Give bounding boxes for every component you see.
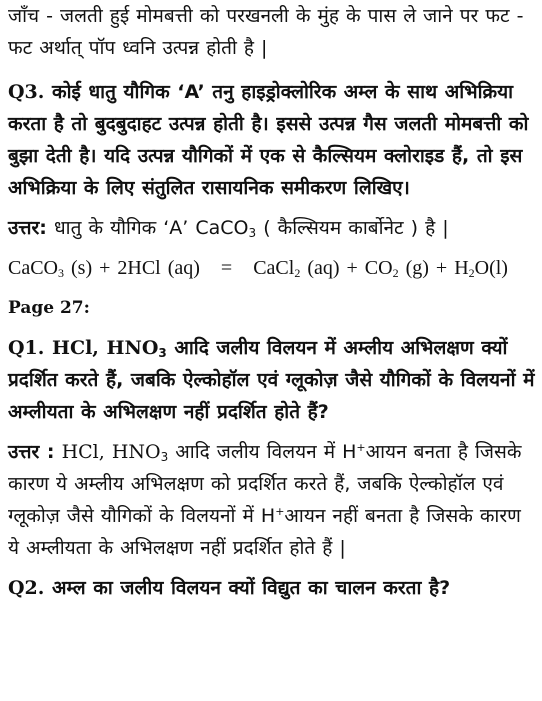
- question-3-label: Q3.: [8, 81, 45, 103]
- answer-1-text-part2: आयन बनता है जिसके कारण ये अम्लीय अभिलक्षण को प्रदर्शित करते हैं, जबकि ऐल्कोहॉल एवं ग्लूकोज़ जैसे यौगिकों के विलयनों में H: [8, 441, 522, 527]
- equation-rhs-co2: (aq) + CO: [300, 257, 393, 279]
- question-1-formula: HCl, HNO: [52, 337, 159, 359]
- question-1: [8, 332, 536, 428]
- chemical-equation: [8, 252, 536, 284]
- answer-1-superscript: +: [275, 505, 285, 518]
- answer-1-subscript: 3: [160, 450, 169, 464]
- answer-3: [8, 212, 536, 244]
- equation-sub: 3: [58, 266, 64, 280]
- intro-text: जाँच - जलती हुई मोमबत्ती को परखनली के मुंह के पास ले जाने पर फट - फट अर्थात् पॉप ध्वनि उत्पन्न होती है |: [8, 5, 524, 59]
- answer-3-text-part2: ( कैल्सियम कार्बोनेट ) है |: [256, 217, 449, 239]
- equation-rhs-h2o: (g) + H: [398, 257, 469, 279]
- question-1-subscript: 3: [158, 346, 167, 360]
- answer-1-text-part3: आयन नहीं बनता है जिसके कारण ये अम्लीयता के अभिलक्षण नहीं प्रदर्शित होते हैं |: [8, 505, 521, 559]
- question-1-label: Q1.: [8, 337, 45, 359]
- answer-3-text-part1: धातु के यौगिक ‘A’ CaCO: [53, 217, 249, 239]
- equation-rhs-cacl2: CaCl: [253, 257, 295, 279]
- equation-sub: 2: [468, 266, 475, 280]
- equation-sub: 2: [294, 266, 301, 280]
- equation-rhs-end: O(l): [474, 257, 508, 279]
- question-3-text: कोई धातु यौगिक ‘A’ तनु हाइड्रोक्लोरिक अम्ल के साथ अभिक्रिया करता है तो बुदबुदाहट उत्पन्न होती है। इससे उत्पन्न गैस जलती मोमबत्ती को बुझा देती है। यदि उत्पन्न यौगिकों में एक से कैल्सियम क्लोराइड हैं, तो इस अभिक्रिया के लिए संतुलित रासायनिक समीकरण लिखिए।: [8, 81, 529, 199]
- answer-1: [8, 436, 536, 564]
- answer-3-subscript: 3: [248, 226, 257, 240]
- answer-1-label: उत्तर :: [8, 441, 55, 463]
- answer-1-text-part1: आदि जलीय विलयन में H: [168, 441, 357, 463]
- equation-lhs-caco3: CaCO: [8, 257, 58, 279]
- question-2-text: अम्ल का जलीय विलयन क्यों विद्युत का चालन करता है?: [52, 577, 451, 599]
- question-3: [8, 76, 536, 204]
- equation-sub: 2: [392, 266, 399, 280]
- equation-equals: =: [220, 257, 233, 279]
- question-2-label: Q2.: [8, 577, 45, 599]
- answer-3-label: उत्तर:: [8, 217, 47, 239]
- question-2: [8, 572, 536, 604]
- question-1-text: आदि जलीय विलयन में अम्लीय अभिलक्षण क्यों प्रदर्शित करते हैं, जबकि ऐल्कोहॉल एवं ग्लूकोज़ जैसे यौगिकों के विलयनों में अम्लीयता के अभिलक्षण नहीं प्रदर्शित होते हैं?: [8, 337, 535, 423]
- answer-1-formula: HCl, HNO: [61, 441, 161, 463]
- intro-paragraph: [8, 0, 536, 64]
- answer-1-superscript: +: [356, 441, 366, 454]
- equation-lhs-hcl: (s) + 2HCl (aq): [64, 257, 200, 279]
- page-number-heading: Page 27:: [8, 298, 90, 318]
